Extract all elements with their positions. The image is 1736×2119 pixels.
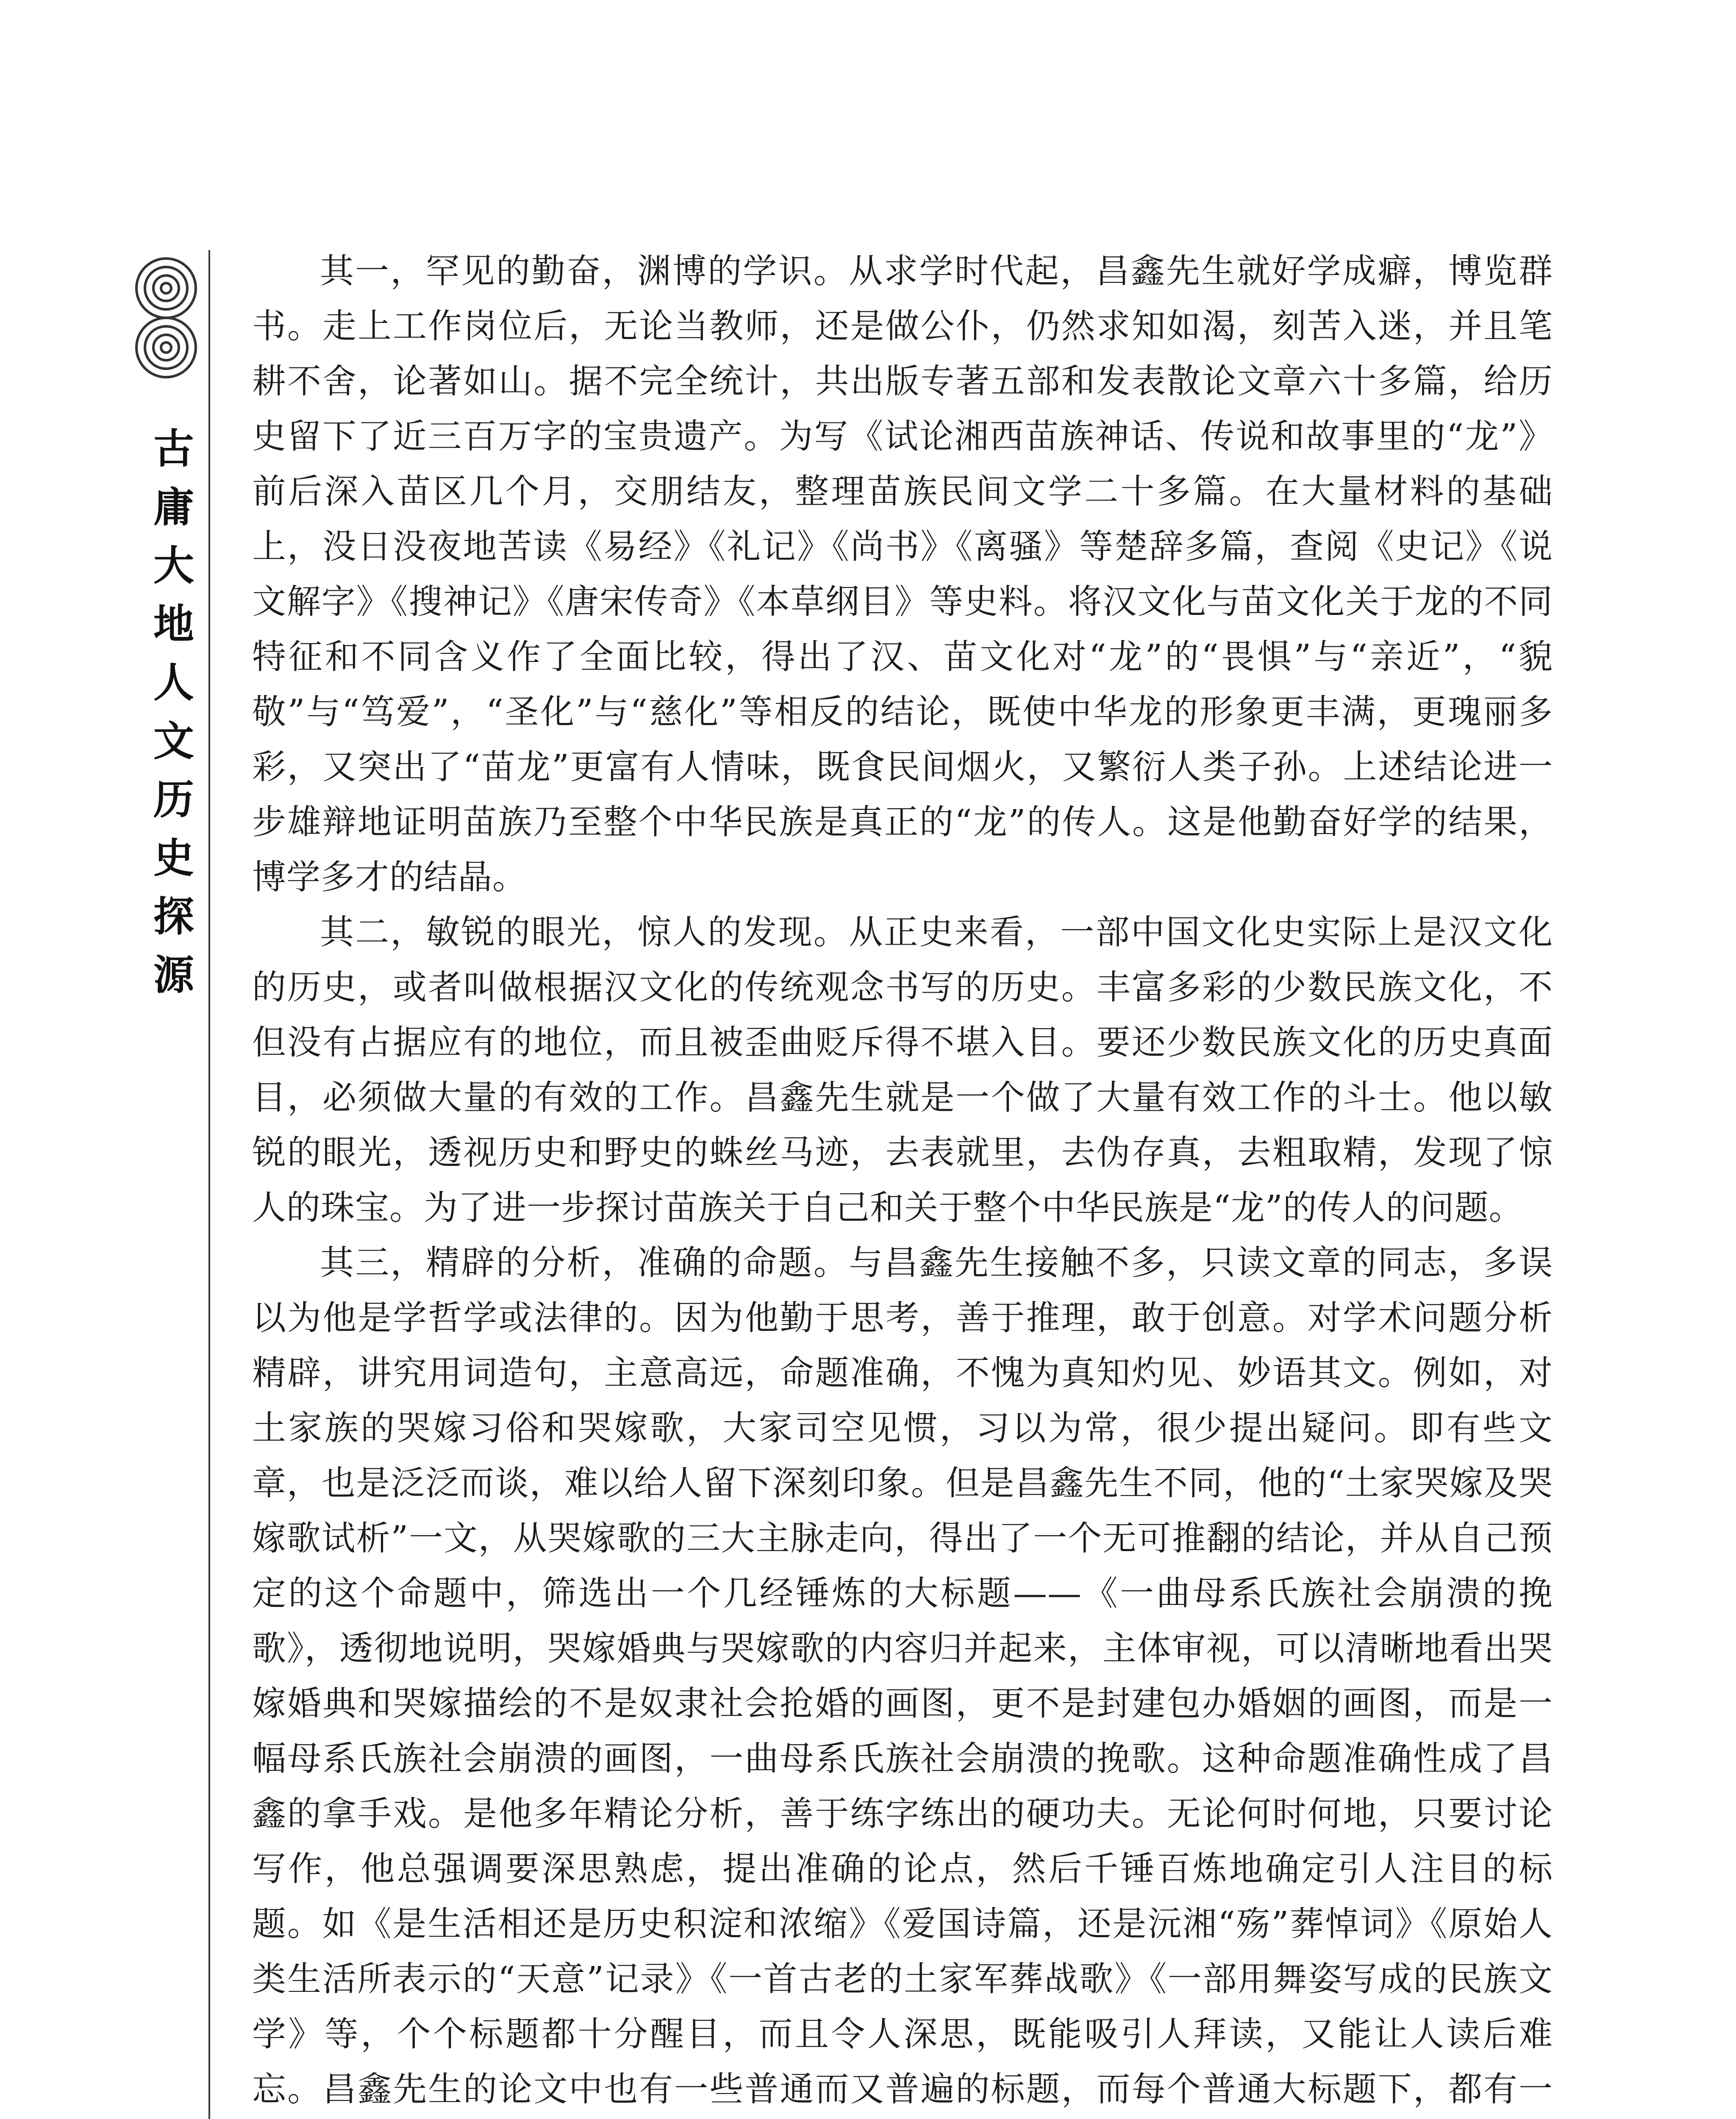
cloud-ornament-icon [127, 250, 203, 403]
paragraph-1: 其一，罕见的勤奋，渊博的学识。从求学时代起，昌鑫先生就好学成癖，博览群书。走上工作岗位后，无论当教师，还是做公仆，仍然求知如渴，刻苦入迷，并且笔耕不舍，论著如山。据不完全统计，共出版专著五部和发表散论文章六十多篇，给历史留下了近三百万字的宝贵遗产。为写《试论湘西苗族神话、传说和故事里的“龙”》前后深入苗区几个月，交朋结友，整理苗族民间文学二十多篇。在大量材料的基础上，没日没夜地苦读《易经》《礼记》《尚书》《离骚》等楚辞多篇，查阅《史记》《说文解字》《搜神记》《唐宋传奇》《本草纲目》等史料。将汉文化与苗文化关于龙的不同特征和不同含义作了全面比较，得出了汉、苗文化对“龙”的“畏惧”与“亲近”，“貌敬”与“笃爱”，“圣化”与“慈化”等相反的结论，既使中华龙的形象更丰满，更瑰丽多彩，又突出了“苗龙”更富有人情味，既食民间烟火，又繁衍人类子孙。上述结论进一步雄辩地证明苗族乃至整个中华民族是真正的“龙”的传人。这是他勤奋好学的结果，博学多才的结晶。 [252, 251, 1553, 897]
margin-rule [208, 250, 210, 2119]
running-title: 古庸大地人文历史探源 [153, 425, 194, 999]
paragraph-3: 其三，精辟的分析，准确的命题。与昌鑫先生接触不多，只读文章的同志，多误以为他是学哲学或法律的。因为他勤于思考，善于推理，敢于创意。对学术问题分析精辟，讲究用词造句，主意高远，命题准确，不愧为真知灼见、妙语其文。例如，对土家族的哭嫁习俗和哭嫁歌，大家司空见惯，习以为常，很少提出疑问。即有些文章，也是泛泛而谈，难以给人留下深刻印象。但是昌鑫先生不同，他的“土家哭嫁及哭嫁歌试析”一文，从哭嫁歌的三大主脉走向，得出了一个无可推翻的结论，并从自己预定的这个命题中，筛选出一个几经锤炼的大标题——《一曲母系氏族社会崩溃的挽歌》，透彻地说明，哭嫁婚典与哭嫁歌的内容归并起来，主体审视，可以清晰地看出哭嫁婚典和哭嫁描绘的不是奴隶社会抢婚的画图，更不是封建包办婚姻的画图，而是一幅母系氏族社会崩溃的画图，一曲母系氏族社会崩溃的挽歌。这种命题准确性成了昌鑫的拿手戏。是他多年精论分析，善于练字练出的硬功夫。无论何时何地，只要讨论写作，他总强调要深思熟虑，提出准确的论点，然后千锤百炼地确定引人注目的标题。如《是生活相还是历史积淀和浓缩》《爱国诗篇，还是沅湘“殇”葬悼词》《原始人类生活所表示的“天意”记录》《一首古老的土家军葬战歌》《一部用舞姿写成的民族文学》等，个个标题都十分醒目，而且令人深思，既能吸引人拜读，又能让人读后难忘。昌鑫先生的论文中也有一些普通而又普遍的标题，而每个普通大标题下，都有一 [252, 1243, 1553, 2109]
paragraph-2: 其二，敏锐的眼光，惊人的发现。从正史来看，一部中国文化史实际上是汉文化的历史，或者叫做根据汉文化的传统观念书写的历史。丰富多彩的少数民族文化，不但没有占据应有的地位，而且被歪曲贬斥得不堪入目。要还少数民族文化的历史真面目，必须做大量的有效的工作。昌鑫先生就是一个做了大量有效工作的斗士。他以敏锐的眼光，透视历史和野史的蛛丝马迹，去表就里，去伪存真，去粗取精，发现了惊人的珠宝。为了进一步探讨苗族关于自己和关于整个中华民族是“龙”的传人的问题。 [252, 912, 1553, 1227]
body-text [252, 244, 1553, 2119]
